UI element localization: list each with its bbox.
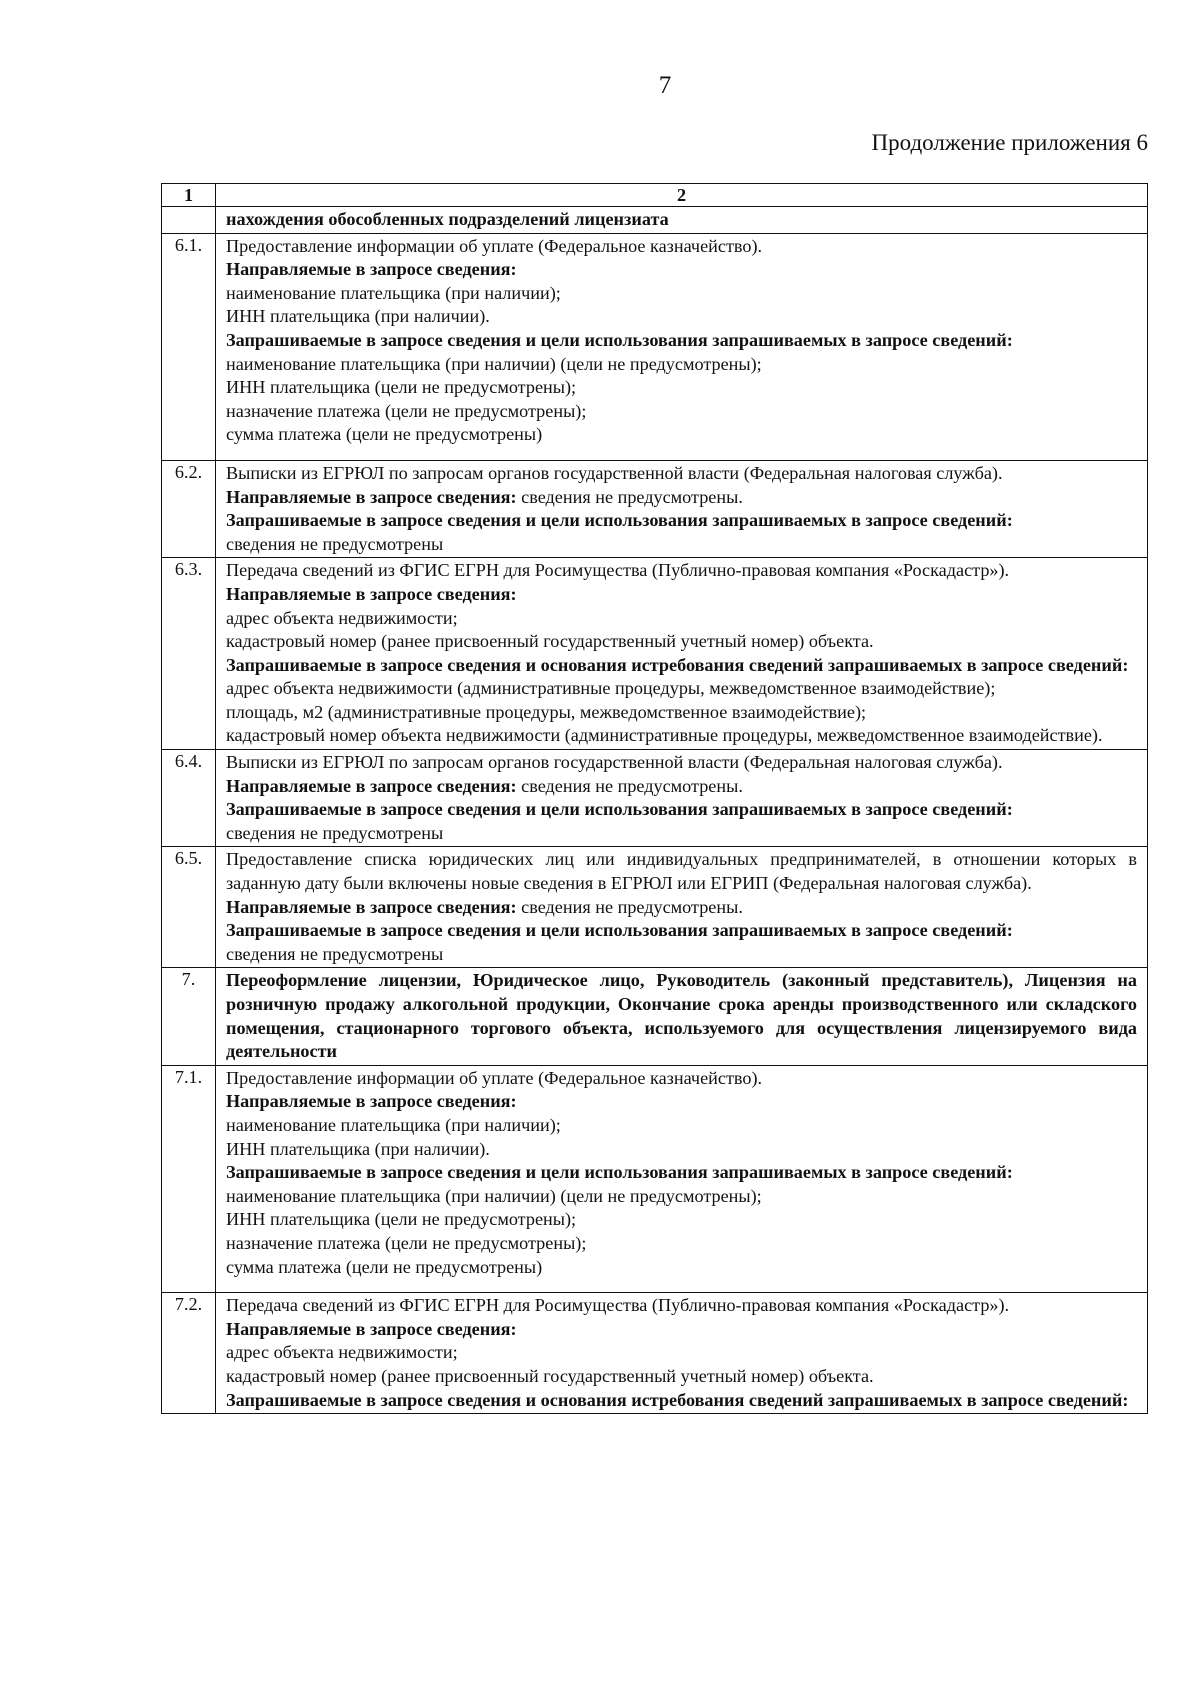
content-line: Предоставление списка юридических лиц или индивидуальных предпринимателей, в отношении которых в заданную дату были включены новые сведения в ЕГРЮЛ или ЕГРИП (Федеральная налоговая служба).	[226, 849, 1137, 894]
content-line: сумма платежа (цели не предусмотрены)	[226, 424, 543, 445]
content-heading-line: Запрашиваемые в запросе сведения и цели использования запрашиваемых в запросе сведений:	[226, 329, 1013, 350]
row-content	[216, 750, 1148, 847]
content-heading-line: Запрашиваемые в запросе сведения и основания истребования сведений запрашиваемых в запросе сведений:	[226, 1389, 1129, 1410]
content-line: назначение платежа (цели не предусмотрены);	[226, 1232, 587, 1253]
content-heading-line: Запрашиваемые в запросе сведения и цели использования запрашиваемых в запросе сведений:	[226, 920, 1013, 941]
content-line: наименование плательщика (при наличии);	[226, 282, 561, 303]
table-row	[162, 1293, 1148, 1414]
row-content	[216, 1065, 1148, 1292]
row-content	[216, 847, 1148, 968]
content-line-heading: Направляемые в запросе сведения:	[226, 896, 517, 917]
content-heading-line: Запрашиваемые в запросе сведения и цели использования запрашиваемых в запросе сведений:	[226, 799, 1013, 820]
content-heading-line: Направляемые в запросе сведения:	[226, 1091, 517, 1112]
content-line	[226, 896, 1137, 920]
content-line: площадь, м2 (административные процедуры, межведомственное взаимодействие);	[226, 701, 867, 722]
content-line: Передача сведений из ФГИС ЕГРН для Росимущества (Публично-правовая компания «Роскадастр»).	[226, 1295, 1010, 1316]
content-line: ИНН плательщика (цели не предусмотрены);	[226, 377, 577, 398]
row-content	[216, 558, 1148, 750]
content-line: адрес объекта недвижимости;	[226, 607, 458, 628]
content-line: сведения не предусмотрены	[226, 943, 444, 964]
content-line-text: сведения не предусмотрены.	[516, 775, 743, 796]
row-number: 6.2.	[162, 460, 216, 557]
table-row	[162, 968, 1148, 1065]
content-line	[226, 775, 1137, 799]
content-line: ИНН плательщика (при наличии).	[226, 306, 490, 327]
table-body	[162, 207, 1148, 1414]
row-number: 7.	[162, 968, 216, 1065]
spacer	[226, 447, 1137, 459]
table-row	[162, 750, 1148, 847]
row-number: 7.1.	[162, 1065, 216, 1292]
table-row	[162, 233, 1148, 460]
content-heading-line: нахождения обособленных подразделений лицензиата	[226, 209, 669, 229]
content-line: наименование плательщика (при наличии) (цели не предусмотрены);	[226, 353, 762, 374]
column-header-content: 2	[216, 184, 1148, 207]
content-line-text: сведения не предусмотрены.	[516, 896, 743, 917]
content-line: наименование плательщика (при наличии) (цели не предусмотрены);	[226, 1185, 762, 1206]
content-line: Выписки из ЕГРЮЛ по запросам органов государственной власти (Федеральная налоговая служба).	[226, 752, 1003, 773]
content-line: Предоставление информации об уплате (Федеральное казначейство).	[226, 235, 763, 256]
table-row	[162, 847, 1148, 968]
content-line: Выписки из ЕГРЮЛ по запросам органов государственной власти (Федеральная налоговая служба).	[226, 462, 1003, 483]
content-line-heading: Направляемые в запросе сведения:	[226, 775, 517, 796]
row-content	[216, 207, 1148, 234]
content-line: адрес объекта недвижимости (административные процедуры, межведомственное взаимодействие);	[226, 678, 996, 699]
content-line: назначение платежа (цели не предусмотрены);	[226, 400, 587, 421]
content-line: адрес объекта недвижимости;	[226, 1342, 458, 1363]
table-row	[162, 207, 1148, 234]
table-row	[162, 460, 1148, 557]
row-number	[162, 207, 216, 234]
row-content	[216, 233, 1148, 460]
content-heading-line: Запрашиваемые в запросе сведения и цели использования запрашиваемых в запросе сведений:	[226, 510, 1013, 531]
page-number: 7	[658, 72, 672, 99]
content-line-text: сведения не предусмотрены.	[516, 486, 743, 507]
row-number: 6.1.	[162, 233, 216, 460]
content-line: сумма платежа (цели не предусмотрены)	[226, 1256, 543, 1277]
row-content	[216, 1293, 1148, 1414]
content-line: ИНН плательщика (цели не предусмотрены);	[226, 1209, 577, 1230]
content-line	[226, 486, 1137, 510]
content-line: Передача сведений из ФГИС ЕГРН для Росимущества (Публично-правовая компания «Роскадастр»).	[226, 560, 1010, 581]
content-heading-line: Направляемые в запросе сведения:	[226, 259, 517, 280]
content-heading-line: Переоформление лицензии, Юридическое лицо, Руководитель (законный представитель), Лицензия на розничную продажу алкогольной продукции, Окончание срока аренды производственного или складского помещения, стационарного торгового объекта, используемого для осуществления лицензируемого вида деятельности	[226, 970, 1137, 1062]
appendix-continuation-label: Продолжение приложения 6	[871, 130, 1148, 155]
column-header-number: 1	[162, 184, 216, 207]
row-content	[216, 968, 1148, 1065]
content-heading-line: Направляемые в запросе сведения:	[226, 1318, 517, 1339]
content-line: кадастровый номер (ранее присвоенный государственный учетный номер) объекта.	[226, 1365, 874, 1386]
spacer	[226, 1279, 1137, 1291]
content-line: ИНН плательщика (при наличии).	[226, 1138, 490, 1159]
content-line: наименование плательщика (при наличии);	[226, 1114, 561, 1135]
content-line: кадастровый номер объекта недвижимости (административные процедуры, межведомственное взаимодействие).	[226, 725, 1103, 746]
table-header-row	[162, 184, 1148, 207]
row-number: 6.3.	[162, 558, 216, 750]
content-heading-line: Направляемые в запросе сведения:	[226, 583, 517, 604]
table-row	[162, 1065, 1148, 1292]
row-content	[216, 460, 1148, 557]
content-line: сведения не предусмотрены	[226, 533, 444, 554]
content-heading-line: Запрашиваемые в запросе сведения и основания истребования сведений запрашиваемых в запросе сведений:	[226, 654, 1129, 675]
row-number: 6.4.	[162, 750, 216, 847]
table-row	[162, 558, 1148, 750]
content-heading-line: Запрашиваемые в запросе сведения и цели использования запрашиваемых в запросе сведений:	[226, 1162, 1013, 1183]
content-line: сведения не предусмотрены	[226, 822, 444, 843]
row-number: 7.2.	[162, 1293, 216, 1414]
content-line-heading: Направляемые в запросе сведения:	[226, 486, 517, 507]
row-number: 6.5.	[162, 847, 216, 968]
appendix-table	[161, 183, 1148, 1414]
content-line: Предоставление информации об уплате (Федеральное казначейство).	[226, 1067, 763, 1088]
content-line: кадастровый номер (ранее присвоенный государственный учетный номер) объекта.	[226, 631, 874, 652]
